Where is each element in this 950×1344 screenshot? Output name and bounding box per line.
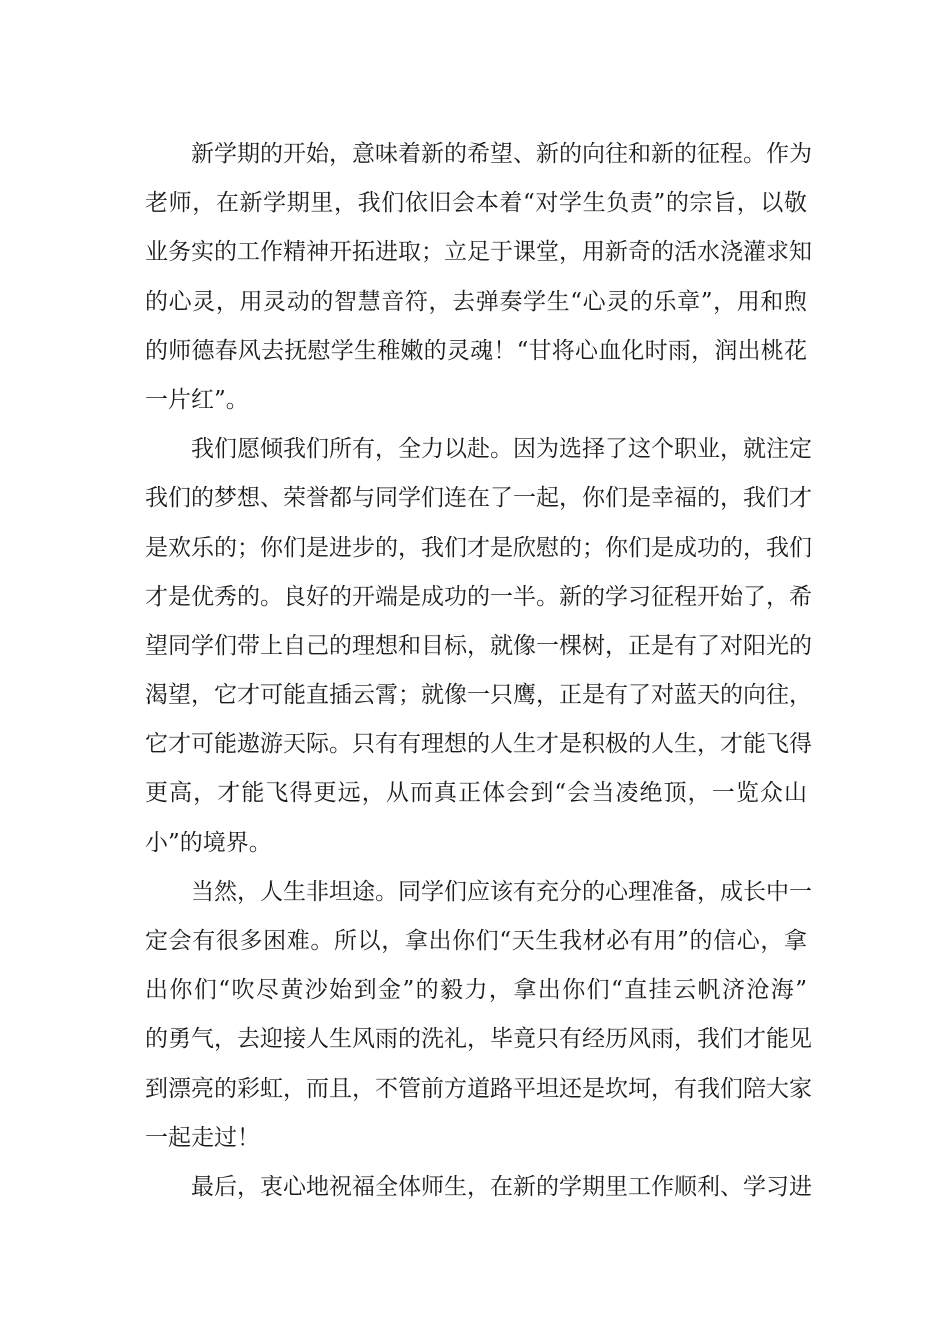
text-line: 出你们“吹尽黄沙始到金”的毅力，拿出你们“直挂云帆济沧海”: [145, 977, 807, 1004]
text-line: 的勇气，去迎接人生风雨的洗礼，毕竟只有经历风雨，我们才能见: [145, 1026, 812, 1053]
text-line: 定会有很多困难。所以，拿出你们“天生我材必有用”的信心，拿: [145, 928, 807, 954]
paragraph-4: [145, 1163, 812, 1212]
text-line: 当然，人生非坦途。同学们应该有充分的心理准备，成长中一: [191, 878, 812, 905]
text-line: 更高，才能飞得更远，从而真正体会到“会当凌绝顶，一览众山: [145, 780, 807, 807]
text-line: 的师德春风去抚慰学生稚嫩的灵魂！“甘将心血化时雨，润出桃花: [145, 337, 807, 364]
text-line: 到漂亮的彩虹，而且，不管前方道路平坦还是坎坷，有我们陪大家: [145, 1075, 812, 1102]
text-line: 才是优秀的。良好的开端是成功的一半。新的学习征程开始了，希: [145, 583, 812, 610]
document-body: [145, 130, 812, 1212]
paragraph-3: [145, 868, 812, 1163]
text-line: 渴望，它才可能直插云霄；就像一只鹰，正是有了对蓝天的向往，: [145, 682, 812, 709]
text-line: 的心灵，用灵动的智慧音符，去弹奏学生“心灵的乐章”，用和煦: [145, 288, 807, 315]
text-line: 我们愿倾我们所有，全力以赴。因为选择了这个职业，就注定: [191, 436, 812, 463]
text-line: 它才可能遨游天际。只有有理想的人生才是积极的人生，才能飞得: [145, 731, 812, 758]
text-line: 业务实的工作精神开拓进取；立足于课堂，用新奇的活水浇灌求知: [145, 239, 812, 266]
paragraph-2: [145, 425, 812, 868]
text-line: 最后，衷心地祝福全体师生，在新的学期里工作顺利、学习进: [191, 1173, 812, 1200]
text-line: 望同学们带上自己的理想和目标，就像一棵树，正是有了对阳光的: [145, 632, 812, 659]
text-line: 一起走过！: [145, 1124, 260, 1151]
text-line: 老师，在新学期里，我们依旧会本着“对学生负责”的宗旨，以敬: [145, 190, 807, 217]
text-line: 我们的梦想、荣誉都与同学们连在了一起，你们是幸福的，我们才: [145, 485, 812, 512]
text-line: 小”的境界。: [145, 829, 272, 856]
text-line: 是欢乐的；你们是进步的，我们才是欣慰的；你们是成功的，我们: [145, 534, 812, 561]
text-line: 一片红”。: [145, 386, 249, 413]
paragraph-1: [145, 130, 812, 425]
text-line: 新学期的开始，意味着新的希望、新的向往和新的征程。作为: [191, 141, 812, 167]
